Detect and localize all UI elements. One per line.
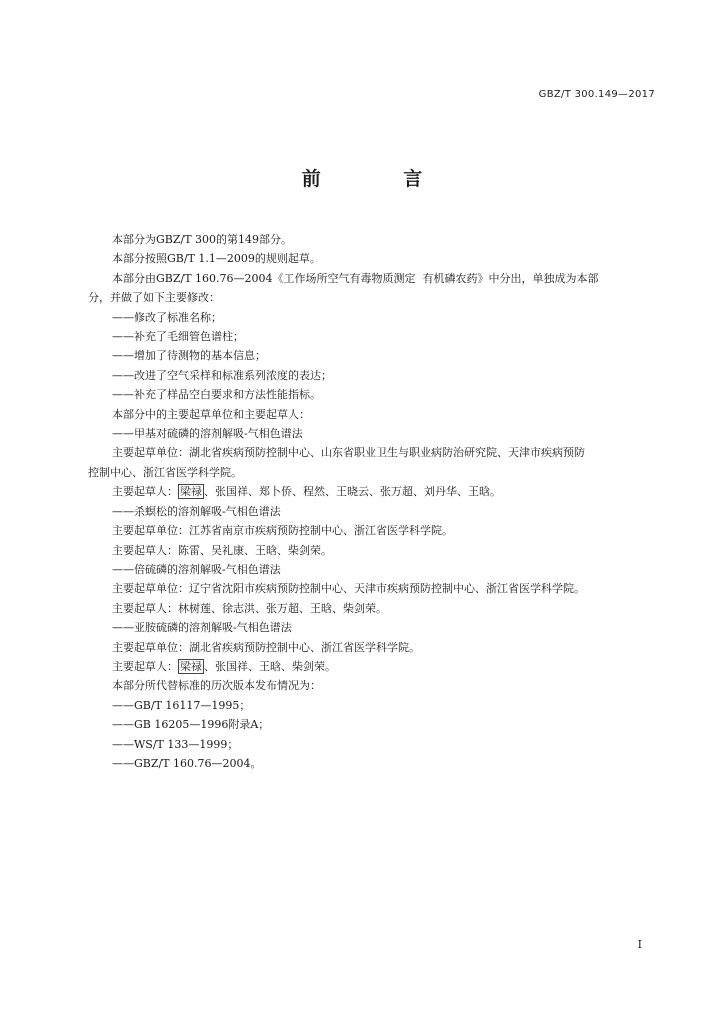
boxed-name: 梁禄 <box>180 659 202 673</box>
text-line: 主要起草人：林树莲、徐志洪、张万超、王晗、柴剑荣。 <box>112 601 387 615</box>
line-prefix: 主要起草人： <box>112 659 178 673</box>
text-line: 本部分按照GB/T 1.1—2009的规则起草。 <box>112 252 321 266</box>
text-line: 主要起草人：陈雷、吴礼康、王晗、柴剑荣。 <box>112 543 332 557</box>
text-line: ——GB/T 16117—1995； <box>112 698 251 712</box>
text-line: 控制中心、浙江省医学科学院。 <box>88 465 242 479</box>
page-number: I <box>637 938 642 951</box>
boxed-name: 梁禄 <box>180 485 202 499</box>
text-line: 本部分所代替标准的历次版本发布情况为： <box>112 679 321 693</box>
standard-code: GBZ/T 300.149—2017 <box>538 89 655 100</box>
text-line <box>88 657 662 676</box>
text-line: ——亚胺硫磷的溶剂解吸-气相色谱法 <box>112 621 292 635</box>
text-line: 主要起草单位：江苏省南京市疾病预防控制中心、浙江省医学科学院。 <box>112 524 453 538</box>
line-prefix: 主要起草人： <box>112 485 178 499</box>
text-line: ——杀螟松的溶剂解吸-气相色谱法 <box>112 504 281 518</box>
line-rest: 、张国祥、王晗、柴剑荣。 <box>204 659 336 673</box>
page-title: 前 言 <box>301 168 461 190</box>
text-line: 本部分中的主要起草单位和主要起草人： <box>112 407 310 421</box>
text-line: ——甲基对硫磷的溶剂解吸-气相色谱法 <box>112 427 303 441</box>
text-line: 本部分由GBZ/T 160.76—2004《工作场所空气有毒物质测定 有机磷农药》中分出，单独成为本部 <box>112 271 599 285</box>
document-body <box>88 230 662 773</box>
line-rest: 、张国祥、郑卜侨、程然、王晓云、张万超、刘丹华、王晗。 <box>204 485 501 499</box>
text-line: 主要起草单位：辽宁省沈阳市疾病预防控制中心、天津市疾病预防控制中心、浙江省医学科学院。 <box>112 582 585 596</box>
text-line: 分，并做了如下主要修改： <box>88 291 220 305</box>
text-line: ——WS/T 133—1999； <box>112 737 239 751</box>
text-line <box>88 482 662 501</box>
text-line: ——补充了毛细管色谱柱； <box>112 330 244 344</box>
text-line: ——补充了样品空白要求和方法性能指标。 <box>112 388 321 402</box>
text-line: 主要起草单位：湖北省疾病预防控制中心、浙江省医学科学院。 <box>112 640 420 654</box>
text-line: ——GB 16205—1996附录A； <box>112 718 270 732</box>
text-line: 本部分为GBZ/T 300的第149部分。 <box>112 233 293 246</box>
text-line: ——改进了空气采样和标准系列浓度的表达； <box>112 368 332 382</box>
text-line: ——GBZ/T 160.76—2004。 <box>112 756 262 770</box>
text-line: ——增加了待测物的基本信息； <box>112 349 266 363</box>
text-line: 主要起草单位：湖北省疾病预防控制中心、山东省职业卫生与职业病防治研究院、天津市疾病预防 <box>112 446 585 460</box>
text-line: ——倍硫磷的溶剂解吸-气相色谱法 <box>112 562 281 576</box>
text-line: ——修改了标准名称； <box>112 310 222 324</box>
